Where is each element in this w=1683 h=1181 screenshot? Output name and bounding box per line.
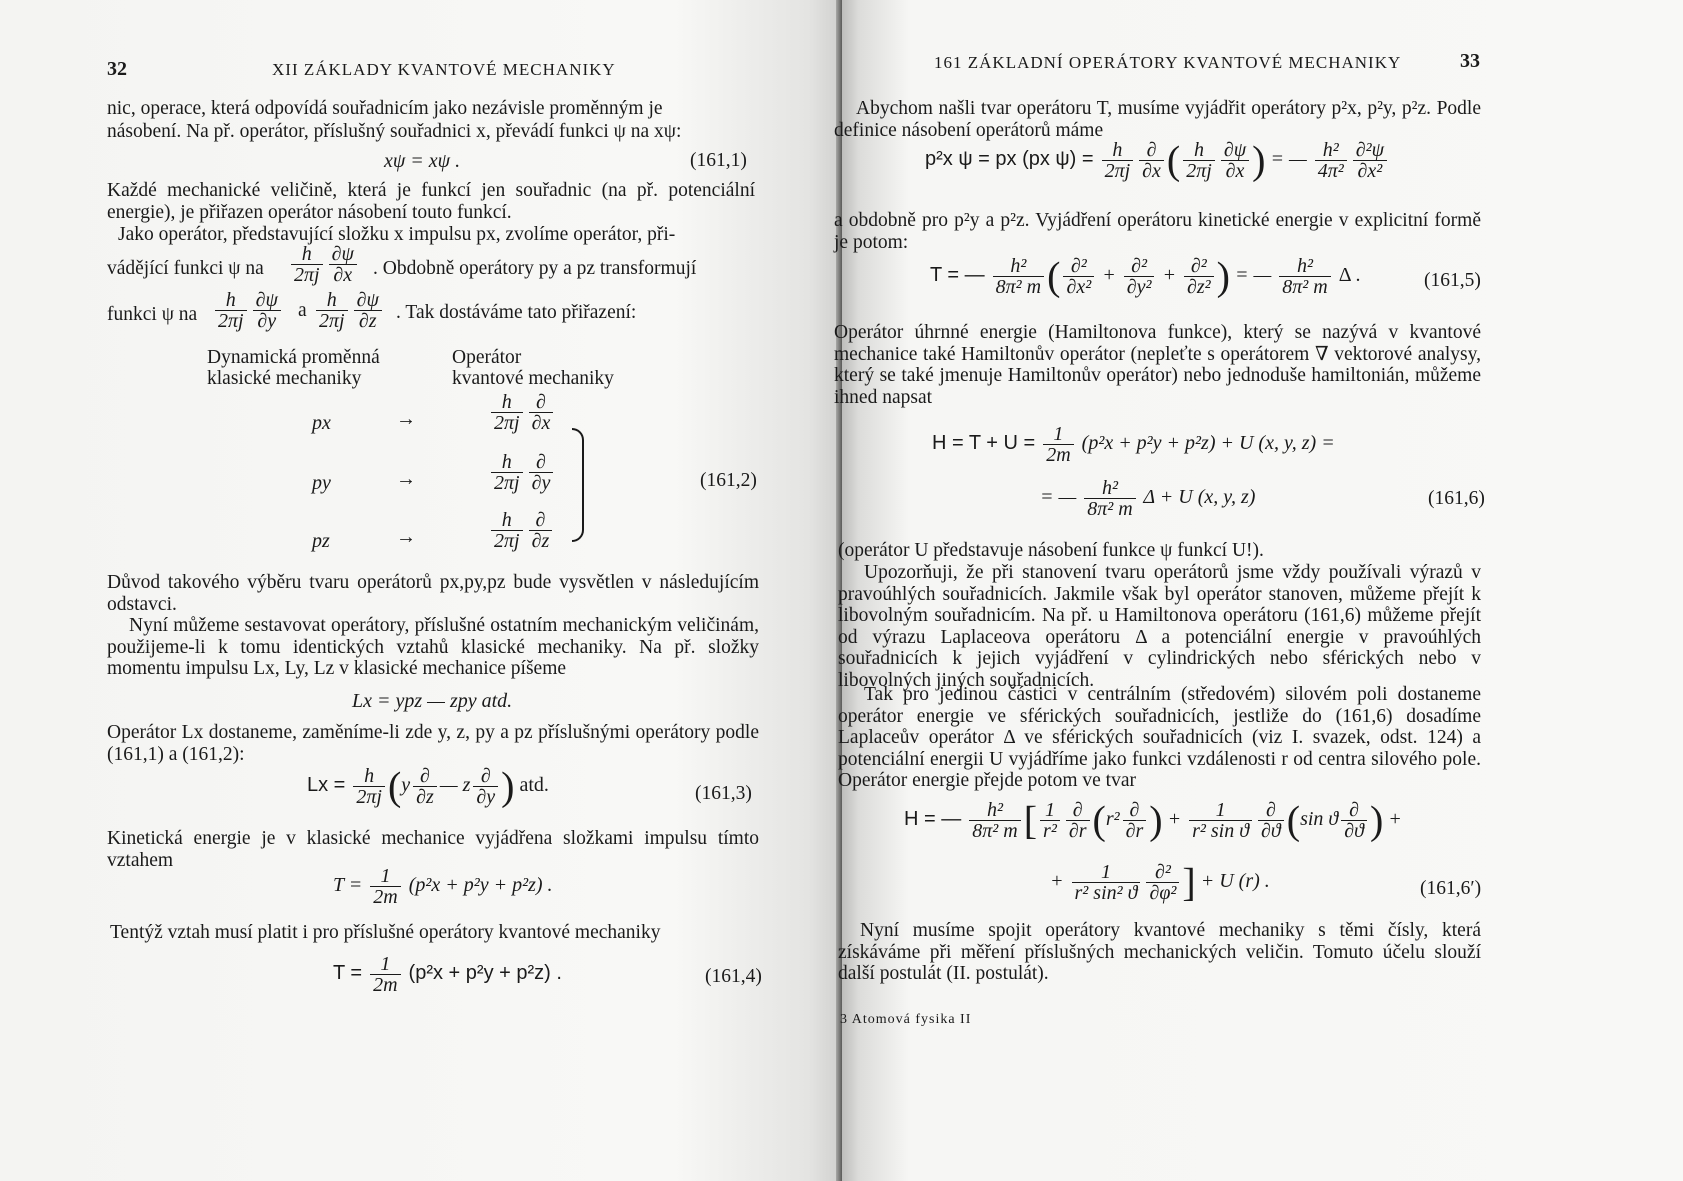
equation-number: (161,6′) bbox=[1420, 878, 1482, 899]
fraction-expression: $\frac{h}{2\pi j}$ $\frac{\partial\psi}{\partial x}$ bbox=[288, 244, 360, 285]
running-head: XII ZÁKLADY KVANTOVÉ MECHANIKY bbox=[272, 60, 616, 79]
text-line: . Obdobně operátory py a pz transformují bbox=[373, 258, 697, 279]
table-header: Dynamická proměnná bbox=[207, 347, 380, 368]
text-line: násobení. Na př. operátor, příslušný souřadnici x, převádí funkci ψ na xψ: bbox=[107, 121, 682, 142]
footer-signature: 3 Atomová fysika II bbox=[840, 1012, 972, 1027]
paragraph: Kinetická energie je v klasické mechanice vyjádřena složkami impulsu tímto vztahem bbox=[107, 828, 759, 871]
text-line: funkci ψ na bbox=[107, 304, 198, 325]
paragraph: a obdobně pro p²y a p²z. Vyjádření operátoru kinetické energie v explicitní formě je potom: bbox=[834, 210, 1481, 253]
equation-T-classical: T = $\frac{1}{2m}$ (p²x + p²y + p²z) . bbox=[333, 865, 553, 908]
fraction-expression: $\frac{h}{2\pi j}$ $\frac{\partial\psi}{\partial y}$ bbox=[212, 290, 284, 331]
paragraph: Upozorňuji, že při stanovení tvaru operátorů jsme vždy používali výrazů v pravoúhlých souřadnicích. Jakmile však byl operátor stanoven, můžeme přejít k libovolným souřadnicím. Na př. u Hamiltonova operátoru (161,6) můžeme přejít od výrazu Laplaceova operátoru Δ a potenciální energie v pravoúhlých souřadnicích k jejich vyjádření v cylindrických nebo sférických nebo v libovolných jiných souřadnicích. bbox=[838, 562, 1481, 691]
variable-px: px bbox=[312, 412, 331, 434]
equation-H-spherical-line2: + $\frac{1}{\text{r² sin² ϑ}}$ $\frac{\text{∂²}}{\text{∂φ²}}$ ] + U (r) . bbox=[1050, 859, 1270, 905]
equation-number: (161,6) bbox=[1428, 488, 1485, 509]
equation-L: Lx = ypz — zpy atd. bbox=[352, 690, 513, 712]
operator-px: $\frac{h}{2\pi j}$ $\frac{\partial}{\partial x}$ bbox=[488, 392, 556, 433]
equation-number: (161,2) bbox=[700, 470, 757, 491]
operator-py: $\frac{h}{2\pi j}$ $\frac{\partial}{\partial y}$ bbox=[488, 452, 556, 493]
running-head: 161 ZÁKLADNÍ OPERÁTORY KVANTOVÉ MECHANIKY bbox=[934, 53, 1402, 72]
equation-161-1: xψ = xψ . bbox=[384, 150, 461, 172]
paragraph: Operátor úhrnné energie (Hamiltonova funkce), který se nazývá v kvantové mechanice také Hamiltonův operátor (nepleťte s operátorem ∇ vektorové analysy, který se také jmenuje Hamiltonův operátor) nebo jednoduše hamiltonián, můžeme ihned napsat bbox=[834, 322, 1481, 408]
equation-p2: p²x ψ = px (px ψ) = $\frac{h}{2\pi j}$ $\frac{\partial}{\partial x}$ ( $\frac{h}{2\pi j}$ $\frac{\partial\psi}{\partial x}$ ) = — $\frac{\text{h²}}{\text{4π²}}$ $\frac{\text{∂²ψ}}{\text{∂x²}}$ bbox=[925, 140, 1390, 181]
table-header: kvantové mechaniky bbox=[452, 368, 614, 389]
paragraph: Nyní můžeme sestavovat operátory, příslušné ostatním mechanickým veličinám, použijeme-li k tomu identických vztahů klasické mechaniky. Na př. složky momentu impulsu Lx, Ly, Lz v klasické mechanice píšeme bbox=[107, 615, 759, 679]
arrow-icon: → bbox=[396, 408, 416, 430]
paragraph: Abychom našli tvar operátoru T, musíme vyjádřit operátory p²x, p²y, p²z. Podle definice násobení operátorů máme bbox=[834, 98, 1481, 141]
text-line: . Tak dostáváme tato přiřazení: bbox=[396, 302, 637, 323]
text-line: Tentýž vztah musí platit i pro příslušné operátory kvantové mechaniky bbox=[110, 922, 661, 943]
equation-161-5: T = — $\frac{\text{h²}}{\text{8π² m}}$ ( $\frac{\text{∂²}}{\text{∂x²}}$ + $\frac{\text{∂²}}{\text{∂y²}}$ + $\frac{\text{∂²}}{\text{∂z²}}$ ) = — $\frac{\text{h²}}{\text{8π² m}}$ Δ . bbox=[930, 253, 1361, 299]
text-line: a bbox=[298, 300, 307, 321]
arrow-icon: → bbox=[396, 526, 416, 548]
text-line: (operátor U představuje násobení funkce ψ funkcí U!). bbox=[838, 540, 1264, 561]
variable-pz: pz bbox=[312, 530, 330, 552]
equation-H-line2: = — $\frac{\text{h²}}{\text{8π² m}}$ Δ + U (x, y, z) bbox=[1040, 477, 1256, 520]
right-brace bbox=[572, 428, 584, 542]
text-line: nic, operace, která odpovídá souřadnicím jako nezávisle proměnným je bbox=[107, 98, 663, 119]
right-page bbox=[834, 0, 1683, 1181]
equation-161-3: Lx = $\frac{h}{2\pi j}$ (y $\frac{\partial}{\partial z}$ — z $\frac{\partial}{\partial y}$ ) atd. bbox=[307, 763, 549, 809]
equation-H-line1: H = T + U = $\frac{1}{2m}$ (p²x + p²y + p²z) + U (x, y, z) = bbox=[932, 423, 1335, 466]
paragraph: Nyní musíme spojit operátory kvantové mechaniky s těmi čísly, která získáváme při měření příslušných mechanických veličin. Tomuto účelu slouží další postulát (II. postulát). bbox=[838, 920, 1481, 984]
table-header: Operátor bbox=[452, 347, 522, 368]
paragraph: Každé mechanické veličině, která je funkcí jen souřadnic (na př. potenciální energie), je přiřazen operátor násobení touto funkcí. bbox=[107, 180, 755, 223]
text-line: Jako operátor, představující složku x impulsu px, zvolíme operátor, při- bbox=[118, 224, 676, 245]
operator-pz: $\frac{h}{2\pi j}$ $\frac{\partial}{\partial z}$ bbox=[488, 510, 555, 551]
page-number: 32 bbox=[107, 58, 127, 80]
equation-number: (161,1) bbox=[690, 150, 747, 171]
paragraph: Tak pro jedinou částici v centrálním (středovém) silovém poli dostaneme operátor energie ve sférických souřadnicích, jestliže do (161,6) dosadíme Laplaceův operátor Δ ve sférických souřadnicích (viz I. svazek, odst. 124) a potenciální energii U vyjádříme jako funkci vzdálenosti r od centra silového pole. Operátor energie přejde potom ve tvar bbox=[838, 684, 1481, 791]
arrow-icon: → bbox=[396, 468, 416, 490]
equation-number: (161,5) bbox=[1424, 270, 1481, 291]
equation-161-4: T = $\frac{1}{2m}$ (p²x + p²y + p²z) . bbox=[333, 953, 562, 996]
equation-number: (161,4) bbox=[705, 966, 762, 987]
variable-py: py bbox=[312, 472, 331, 494]
equation-number: (161,3) bbox=[695, 783, 752, 804]
table-header: klasické mechaniky bbox=[207, 368, 362, 389]
text-line: vádějící funkci ψ na bbox=[107, 258, 264, 279]
equation-H-spherical-line1: H = — $\frac{\text{h²}}{\text{8π² m}}$ [ $\frac{1}{\text{r²}}$ $\frac{\partial}{\partial r}$ (r² $\frac{\partial}{\partial r}$ ) + $\frac{1}{\text{r² sin ϑ}}$ $\frac{\partial}{\partial ϑ}$ (sin ϑ $\frac{\partial}{\partial ϑ}$ ) + bbox=[904, 797, 1402, 843]
paragraph: Operátor Lx dostaneme, zaměníme-li zde y, z, py a pz příslušnými operátory podle (161,1) a (161,2): bbox=[107, 722, 759, 765]
fraction-expression: $\frac{h}{2\pi j}$ $\frac{\partial\psi}{\partial z}$ bbox=[313, 290, 385, 331]
paragraph: Důvod takového výběru tvaru operátorů px,py,pz bude vysvětlen v následujícím odstavci. bbox=[107, 572, 759, 615]
page-number: 33 bbox=[1460, 50, 1480, 72]
